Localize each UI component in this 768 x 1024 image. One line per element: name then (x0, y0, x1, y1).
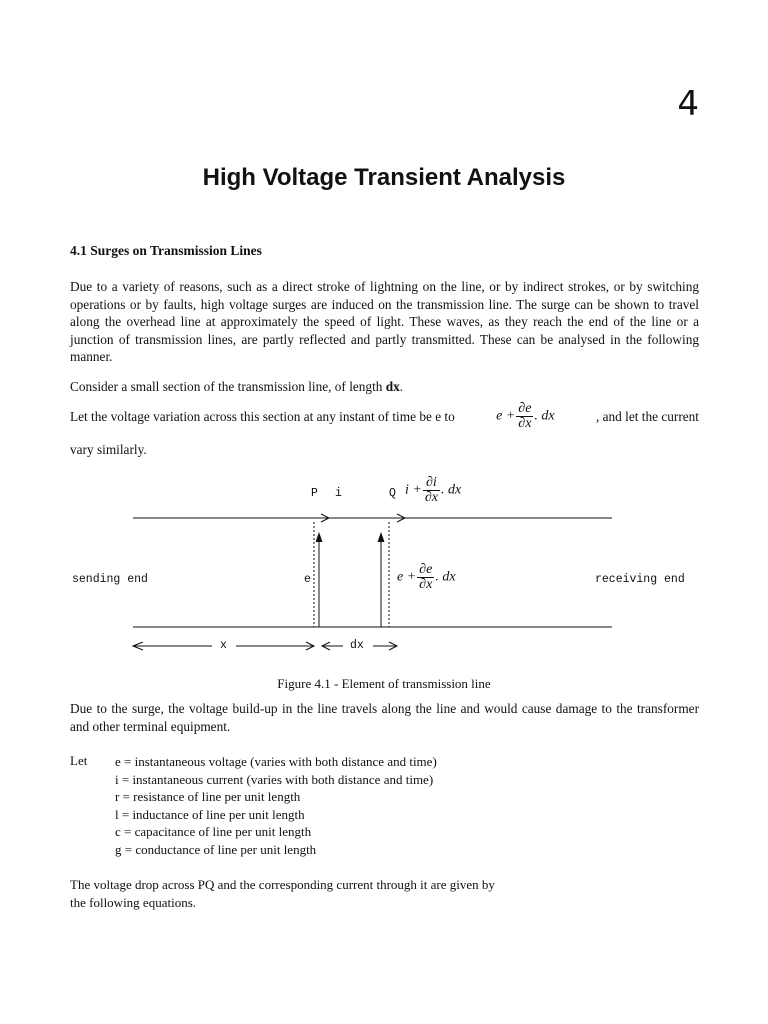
i-fraction-den: ∂x (424, 490, 438, 505)
consider-period: . (399, 379, 404, 394)
e-fig-fraction-den: ∂x (419, 577, 433, 592)
label-i: i (335, 487, 342, 500)
closing-line-1: The voltage drop across PQ and the corresponding current through it are given by (70, 877, 495, 892)
e-expression (496, 402, 555, 431)
e-fig-tail: . dx (435, 569, 456, 585)
label-sending-end: sending end (72, 573, 148, 586)
e-fig-lead: e + (397, 569, 417, 585)
chapter-number: 4 (677, 84, 699, 124)
label-q: Q (389, 487, 396, 500)
chapter-title: High Voltage Transient Analysis (202, 164, 566, 191)
figure-caption: Figure 4.1 - Element of transmission line (277, 676, 491, 691)
label-receiving-end: receiving end (595, 573, 685, 586)
label-e: e (304, 573, 311, 586)
i-expr-lead: i + (405, 482, 422, 498)
consider-paragraph (70, 378, 699, 396)
closing-paragraph (70, 876, 495, 911)
consider-dx: dx (385, 379, 400, 394)
label-dx: dx (350, 639, 364, 652)
e-fraction (516, 402, 533, 431)
definition-r: r = resistance of line per unit length (115, 789, 301, 804)
section-heading: 4.1 Surges on Transmission Lines (70, 243, 262, 258)
surge-paragraph: Due to the surge, the voltage build-up in the line travels along the line and would cause damage to the transformer and other terminal equipment. (70, 701, 699, 734)
definition-c: c = capacitance of line per unit length (115, 824, 312, 839)
e-expr-lead: e + (496, 408, 516, 424)
voltage-text: Let the voltage variation across this section at any instant of time be e to (70, 408, 455, 424)
voltage-paragraph (70, 402, 699, 431)
voltage-arrowhead-e-plus (378, 532, 385, 542)
consider-text: Consider a small section of the transmission line, of length (70, 379, 386, 394)
e-fraction-den: ∂x (518, 416, 532, 431)
closing-line-2: the following equations. (70, 894, 197, 910)
voltage-continuation: vary similarly. (70, 442, 147, 457)
i-fraction (423, 476, 440, 505)
label-p: P (311, 487, 318, 500)
definition-e: e = instantaneous voltage (varies with both distance and time) (115, 754, 437, 769)
e-expr-tail: . dx (534, 408, 555, 424)
i-expr-tail: . dx (440, 482, 462, 498)
voltage-text-tail: , and let the current (595, 408, 699, 424)
transmission-line-figure (0, 470, 768, 660)
intro-paragraph: Due to a variety of reasons, such as a direct stroke of lightning on the line, or by indirect strokes, or by switching operations or by faults, high voltage surges are induced on the transmission line. The surge can be shown to travel along the overhead line at approximately the speed of light. These waves, as they reach the end of the line or a junction of transmission lines, are partly reflected and partly transmitted. These can be analysed in the following manner. (70, 279, 699, 365)
label-x: x (220, 639, 227, 652)
e-fraction-num: ∂e (518, 401, 532, 416)
i-expression (405, 476, 461, 505)
definition-g: g = conductance of line per unit length (115, 841, 317, 857)
definition-i: i = instantaneous current (varies with both distance and time) (115, 771, 434, 787)
e-expression-figure (397, 563, 456, 592)
i-fraction-num: ∂i (423, 476, 440, 491)
voltage-arrowhead-e (316, 532, 323, 542)
definition-l: l = inductance of line per unit length (115, 806, 305, 822)
e-fig-fraction (417, 563, 434, 592)
definitions-let: Let (70, 753, 88, 768)
e-fig-fraction-num: ∂e (419, 562, 433, 577)
